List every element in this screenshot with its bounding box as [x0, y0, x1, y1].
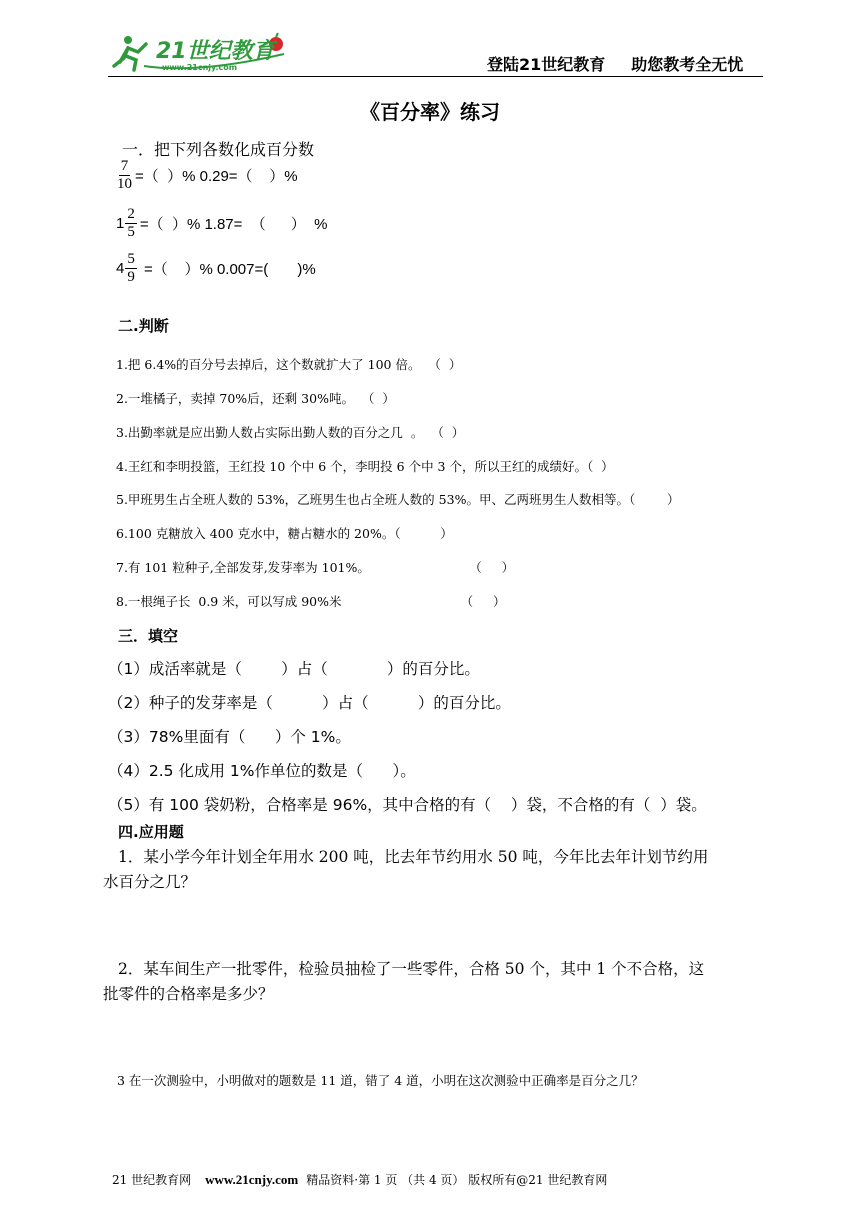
- question-1-line-2: 水百分之几？: [103, 873, 197, 891]
- fraction-denominator: 9: [127, 269, 135, 285]
- logo-url: www.21cnjy.com: [162, 63, 238, 72]
- page-footer: [112, 1171, 607, 1188]
- judge-item-2: 2.一堆橘子，卖掉 70%后，还剩 30%吨。 （ ）: [116, 391, 395, 406]
- question-1-line-1: 1．某小学今年计划全年用水 200 吨，比去年节约用水 50 吨，今年比去年计划节约用: [118, 848, 709, 866]
- page-title: 《百分率》练习: [360, 100, 500, 124]
- fraction-numerator: 7: [120, 158, 129, 174]
- header-divider: [108, 76, 763, 77]
- judge-item-3: 3.出勤率就是应出勤人数占实际出勤人数的百分之几 。 （ ）: [116, 425, 465, 440]
- fraction-row-text: =（ ）% 0.007=( )%: [139, 261, 316, 278]
- fill-item-5: （5）有 100 袋奶粉，合格率是 96%，其中合格的有（ ）袋，不合格的有（ ）袋。: [108, 796, 707, 814]
- fraction-denominator: 10: [117, 176, 132, 192]
- fill-item-1: （1）成活率就是（ ）占（ ）的百分比。: [108, 660, 480, 678]
- judge-item-6: 6.100 克糖放入 400 克水中，糖占糖水的 20%。（ ）: [116, 526, 453, 541]
- fraction: [125, 251, 137, 286]
- fill-item-4: （4）2.5 化成用 1%作单位的数是（ ）。: [108, 762, 416, 780]
- footer-right: 精品资料·第 1 页 （共 4 页） 版权所有@21 世纪教育网: [306, 1173, 608, 1187]
- footer-url: www.21cnjy.com: [205, 1172, 299, 1187]
- section2-heading: 二.判断: [118, 317, 169, 335]
- question-3: 3 在一次测验中，小明做对的题数是 11 道，错了 4 道，小明在这次测验中正确率是百分之几？: [117, 1073, 644, 1088]
- fraction-numerator: 2: [127, 206, 135, 222]
- fill-item-2: （2）种子的发芽率是（ ）占（ ）的百分比。: [108, 694, 511, 712]
- fraction: [117, 158, 132, 193]
- fraction-row-2: [116, 206, 327, 241]
- footer-left: 21 世纪教育网: [112, 1173, 192, 1187]
- section1-heading: 一．把下列各数化成百分数: [122, 140, 315, 159]
- slogan-right: 助您教考全无忧: [631, 55, 744, 74]
- fraction-row-1: [116, 158, 298, 193]
- header-slogan: [487, 52, 743, 75]
- judge-item-7: 7.有 101 粒种子,全部发芽,发芽率为 101%。 （ ）: [116, 560, 515, 575]
- judge-item-4: 4.王红和李明投篮，王红投 10 个中 6 个，李明投 6 个中 3 个，所以王红的成绩好。（ ）: [116, 459, 614, 474]
- judge-item-5: 5.甲班男生占全班人数的 53%，乙班男生也占全班人数的 53%。甲、乙两班男生人数相等。（ ）: [116, 492, 680, 507]
- fraction-row-3: [116, 251, 316, 286]
- judge-item-1: 1.把 6.4%的百分号去掉后，这个数就扩大了 100 倍。 （ ）: [116, 357, 462, 372]
- judge-item-8: 8.一根绳子长 0.9 米，可以写成 90%米 （ ）: [116, 594, 506, 609]
- section3-heading: 三．填空: [118, 627, 179, 645]
- fraction-row-text: =（ ）% 0.29=（ ）%: [135, 168, 298, 185]
- section4-heading: 四.应用题: [118, 823, 184, 841]
- fraction-denominator: 5: [127, 224, 135, 240]
- logo-text: 21世纪教育: [156, 39, 275, 64]
- fraction-whole: 1: [116, 215, 125, 232]
- fraction-numerator: 5: [127, 251, 135, 267]
- fraction-whole: 4: [116, 260, 125, 277]
- fill-item-3: （3）78%里面有（ ）个 1%。: [108, 728, 351, 746]
- question-2-line-1: 2．某车间生产一批零件，检验员抽检了一些零件，合格 50 个，其中 1 个不合格，这: [118, 960, 705, 978]
- site-logo: [108, 30, 288, 78]
- fraction: [125, 206, 137, 241]
- fraction-row-text: =（ ）% 1.87= （ ） %: [139, 216, 328, 233]
- question-2-line-2: 批零件的合格率是多少？: [103, 985, 274, 1003]
- slogan-left: 登陆21世纪教育: [487, 55, 606, 74]
